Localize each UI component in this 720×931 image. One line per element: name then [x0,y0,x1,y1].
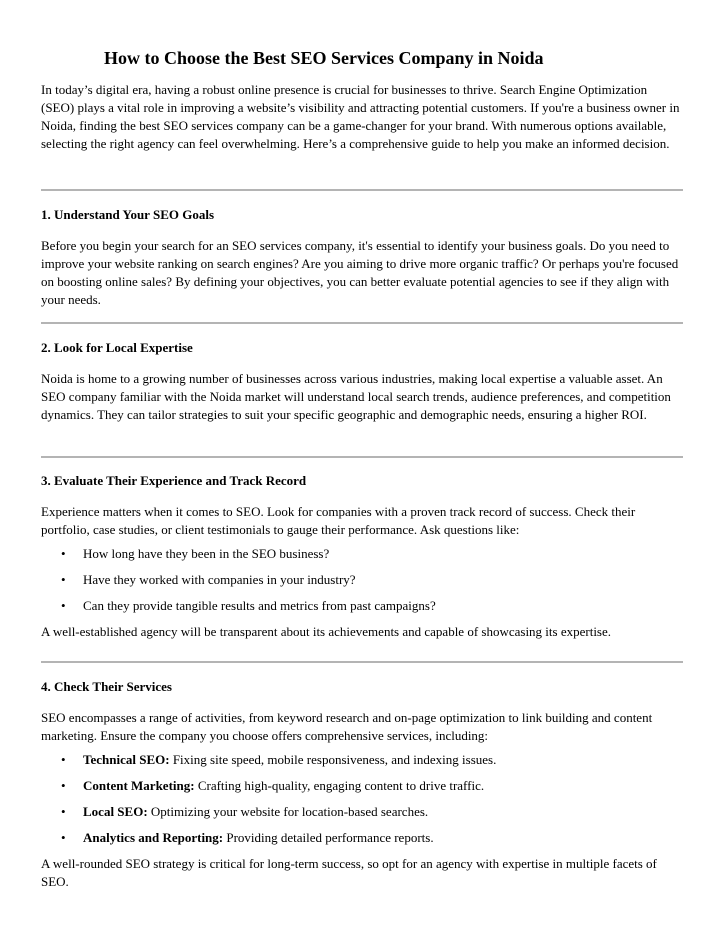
section-local-expertise [41,339,683,424]
section-goals [41,206,683,309]
section-divider [41,189,683,191]
list-item [41,751,683,769]
service-term: Content Marketing: [83,778,195,793]
service-desc: Optimizing your website for location-based searches. [147,804,429,819]
section-body: Before you begin your search for an SEO services company, it's essential to identify your business goals. Do you need to improve your website ranking on search engines? Are you aiming to drive more organic traffic? Or perhaps you're focused on boosting online sales? By defining your objectives, you can better evaluate potential agencies to see if they align with your needs. [41,238,679,307]
section-heading: 4. Check Their Services [41,679,172,694]
section-heading: 2. Look for Local Expertise [41,340,193,355]
section-divider [41,661,683,663]
service-term: Local SEO: [83,804,148,819]
section-services [41,678,683,891]
list-item [41,803,683,821]
section-body: Experience matters when it comes to SEO. Look for companies with a proven track record of success. Check their portfolio, case studies, or client testimonials to gauge their performance. Ask questions like: [41,504,636,537]
list-item: • How long have they been in the SEO business? [41,545,683,563]
section-closing: A well-rounded SEO strategy is critical for long-term success, so opt for an agency with expertise in multiple facets of SEO. [41,856,657,889]
services-list [41,751,683,847]
section-body: SEO encompasses a range of activities, from keyword research and on-page optimization to link building and content marketing. Ensure the company you choose offers comprehensive services, including: [41,710,653,743]
section-heading: 3. Evaluate Their Experience and Track Record [41,473,307,488]
service-term: Technical SEO: [83,752,170,767]
list-item: • Can they provide tangible results and metrics from past campaigns? [41,597,683,615]
intro-paragraph: In today’s digital era, having a robust online presence is crucial for businesses to thrive. Search Engine Optimization (SEO) plays a vital role in improving a website’s visibility and attracting potential customers. If you're a business owner in Noida, finding the best SEO services company can be a game-changer for your brand. With numerous options available, selecting the right agency can feel overwhelming. Here’s a comprehensive guide to help you make an informed decision. [41,82,680,151]
question-list [41,545,683,615]
service-desc: Crafting high-quality, engaging content to drive traffic. [194,778,485,793]
section-heading: 1. Understand Your SEO Goals [41,207,215,222]
list-item [41,777,683,795]
service-desc: Providing detailed performance reports. [223,830,434,845]
section-experience [41,472,683,641]
service-term: Analytics and Reporting: [83,830,224,845]
list-item: • Have they worked with companies in your industry? [41,571,683,589]
service-desc: Fixing site speed, mobile responsiveness, and indexing issues. [169,752,497,767]
section-closing: A well-established agency will be transparent about its achievements and capable of showcasing its expertise. [41,624,612,639]
section-divider [41,322,683,324]
page-title: How to Choose the Best SEO Services Company in Noida [104,48,544,68]
section-body: Noida is home to a growing number of businesses across various industries, making local expertise a valuable asset. An SEO company familiar with the Noida market will understand local search trends, audience preferences, and competition dynamics. They can tailor strategies to suit your specific geographic and demographic needs, ensuring a higher ROI. [41,371,671,422]
list-item [41,829,683,847]
section-divider [41,456,683,458]
